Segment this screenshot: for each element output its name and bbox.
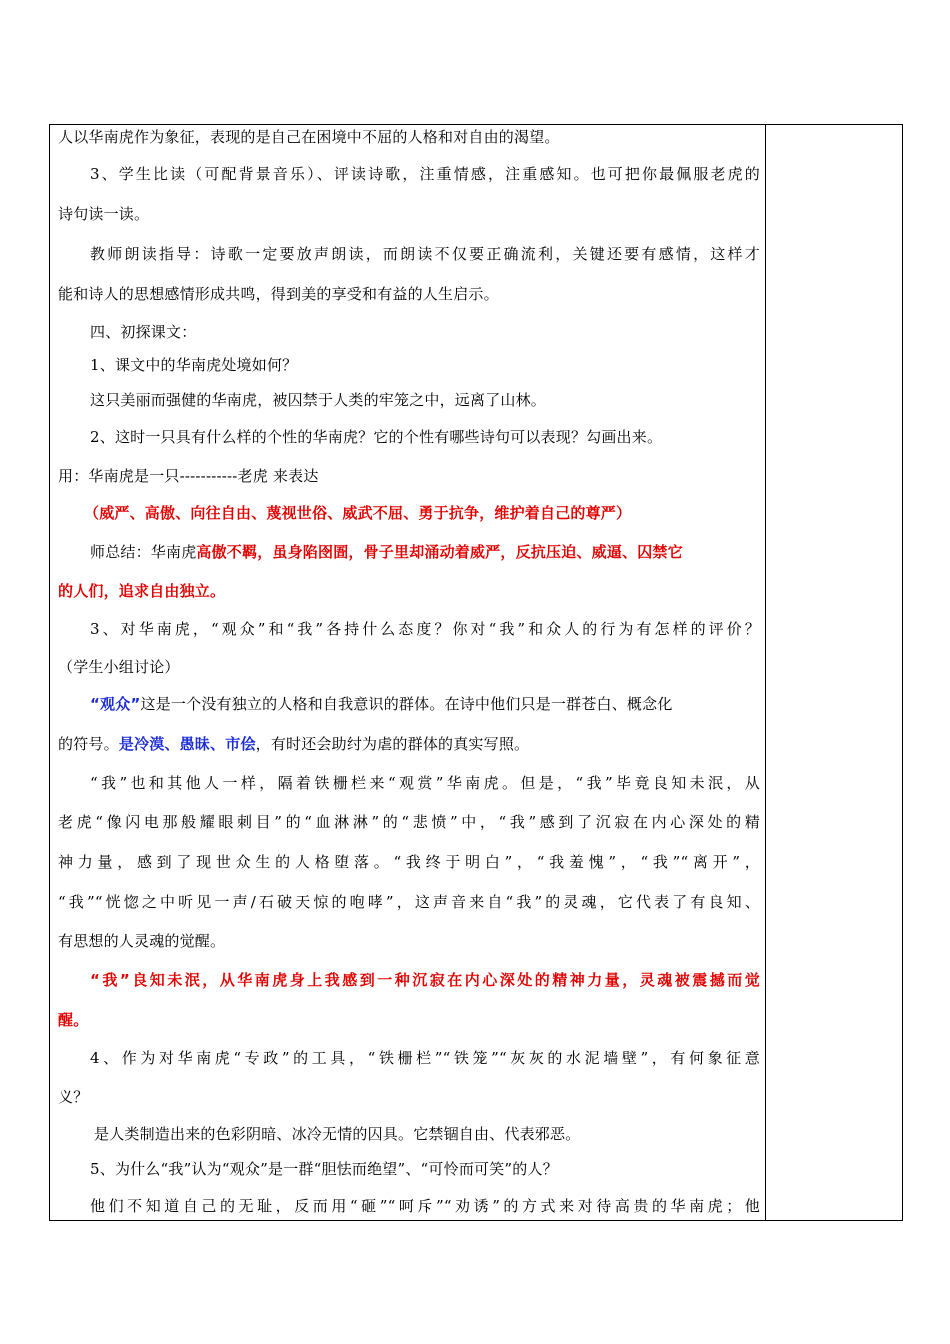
question-4: 4、作为对华南虎“专政”的工具，“铁栅栏”“铁笼”“灰灰的水泥墙壁”，有何象征意: [90, 1049, 760, 1067]
teacher-summary: [90, 542, 760, 562]
question-2: 2、这时一只具有什么样的个性的华南虎？它的个性有哪些诗句可以表现？勾画出来。: [90, 428, 663, 446]
summary-highlight: 高傲不羁，虽身陷囹圄，骨子里却涌动着威严，反抗压迫、威逼、囚禁它: [196, 543, 683, 561]
audience-description: 这是一个没有独立的人格和自我意识的群体。在诗中他们只是一群苍白、概念化: [140, 695, 673, 713]
text-span: 的符号。: [58, 735, 119, 753]
conclusion-highlight-end: 醒。: [58, 1011, 89, 1029]
text-line: 能和诗人的思想感情形成共鸣，得到美的享受和有益的人生启示。: [58, 285, 499, 303]
text-line: 老虎“像闪电那般耀眼刺目”的“血淋淋”的“悲愤”中，“我”感到了沉寂在内心深处的精: [58, 813, 760, 831]
text-line: 教师朗读指导：诗歌一定要放声朗读，而朗读不仅要正确流利，关键还要有感情，这样才: [90, 245, 760, 263]
summary-prefix: 师总结：华南虎: [90, 543, 197, 561]
text-line: （学生小组讨论）: [58, 658, 180, 676]
summary-continued: 的人们，追求自由独立。: [58, 582, 226, 600]
text-line: 有思想的人灵魂的觉醒。: [58, 932, 226, 950]
answer-4: 是人类制造出来的色彩阴暗、冰冷无情的囚具。它禁锢自由、代表邪恶。: [94, 1125, 581, 1143]
audience-term: “观众”: [90, 695, 141, 713]
audience-analysis: [90, 694, 760, 714]
answer-1: 这只美丽而强健的华南虎，被囚禁于人类的牢笼之中，远离了山林。: [90, 391, 547, 409]
text-line: 义？: [58, 1088, 89, 1106]
audience-analysis-continued: [58, 734, 760, 754]
text-line: 3、学生比读（可配背景音乐）、评读诗歌，注重情感，注重感知。也可把你最佩服老虎的: [90, 165, 760, 183]
answer-5: 他们不知道自己的无耻，反而用“砸”“呵斥”“劝诱”的方式来对待高贵的华南虎；他: [90, 1197, 760, 1215]
conclusion-highlight: “我”良知未泯，从华南虎身上我感到一种沉寂在内心深处的精神力量，灵魂被震撼而觉: [90, 971, 760, 989]
question-5: 5、为什么“我”认为“观众”是一群“胆怯而绝望”、“可怜而可笑”的人？: [90, 1160, 558, 1178]
section-heading: 四、初探课文：: [90, 323, 197, 341]
audience-traits: 是冷漠、愚昧、市侩: [118, 735, 256, 753]
text-line: 诗句读一读。: [58, 205, 150, 223]
question-1: 1、课文中的华南虎处境如何？: [90, 356, 298, 374]
text-line: “我”“恍惚之中听见一声/石破天惊的咆哮”，这声音来自“我”的灵魂，它代表了有良知、: [58, 893, 760, 911]
question-3: 3、对华南虎，“观众”和“我”各持什么态度？你对“我”和众人的行为有怎样的评价？: [90, 620, 760, 638]
text-span: ，有时还会助纣为虐的群体的真实写照。: [255, 735, 530, 753]
table-column-divider: [765, 124, 766, 1221]
answer-2-keywords: （威严、高傲、向往自由、蔑视世俗、威武不屈、勇于抗争，维护着自己的尊严）: [84, 504, 632, 522]
text-line: 用：华南虎是一只-----------老虎 来表达: [58, 467, 319, 485]
text-line: 人以华南虎作为象征，表现的是自己在困境中不屈的人格和对自由的渴望。: [58, 128, 560, 146]
text-line: “我”也和其他人一样，隔着铁栅栏来“观赏”华南虎。但是，“我”毕竟良知未泯，从: [90, 774, 760, 792]
text-line: 神力量，感到了现世众生的人格堕落。“我终于明白”，“我羞愧”，“我”“离开”，: [58, 853, 760, 871]
